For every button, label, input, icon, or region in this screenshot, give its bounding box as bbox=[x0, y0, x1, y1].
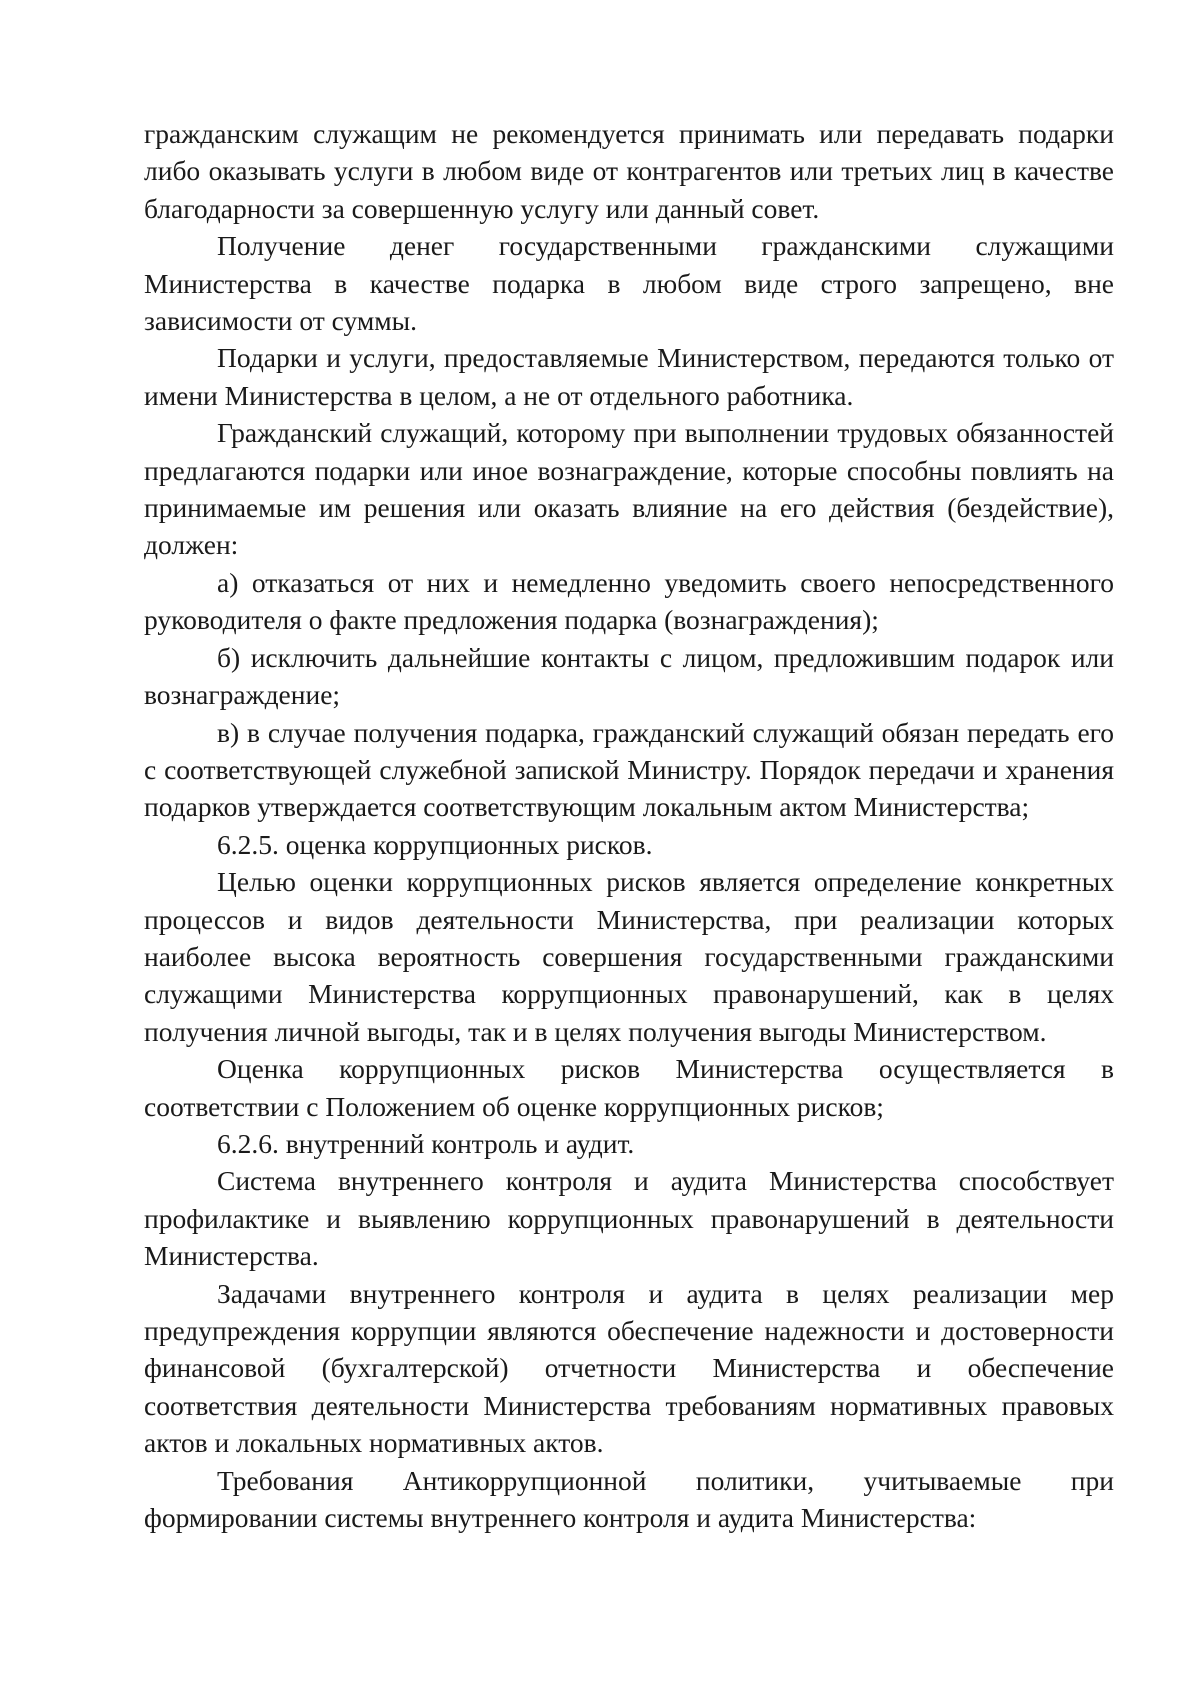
paragraph-money-prohibited: Получение денег государственными гражданскими служащими Министерства в качестве подарка в любом виде строго запрещено, вне зависимости от суммы. bbox=[144, 230, 1114, 337]
paragraph-item-v: в) в случае получения подарка, гражданский служащий обязан передать его с соответствующей служебной запиской Министру. Порядок передачи и хранения подарков утверждается соответствующим локальным актом Министерства; bbox=[144, 716, 1114, 823]
section-heading-6-2-6: 6.2.6. внутренний контроль и аудит. bbox=[217, 1127, 635, 1159]
paragraph-gifts-from-ministry: Подарки и услуги, предоставляемые Министерством, передаются только от имени Министерства в целом, а не от отдельного работника. bbox=[144, 342, 1114, 411]
paragraph-risk-assessment-goal: Целью оценки коррупционных рисков является определение конкретных процессов и видов деятельности Министерства, при реализации которых наиболее высока вероятность совершения государственными гражданскими служащими Министерства коррупционных правонарушений, как в целях получения личной выгоды, так и в целях получения выгоды Министерством. bbox=[144, 866, 1114, 1047]
section-heading-6-2-5: 6.2.5. оценка коррупционных рисков. bbox=[217, 828, 653, 860]
paragraph-item-b: б) исключить дальнейшие контакты с лицом, предложившим подарок или вознаграждение; bbox=[144, 641, 1114, 711]
paragraph-servant-obligations: Гражданский служащий, которому при выполнении трудовых обязанностей предлагаются подарки или иное вознаграждение, которые способны повлиять на принимаемые им решения или оказать влияние на его действия (бездействие), должен: bbox=[144, 417, 1114, 561]
paragraph-policy-requirements: Требования Антикоррупционной политики, учитываемые при формировании системы внутреннего контроля и аудита Министерства: bbox=[144, 1464, 1114, 1534]
paragraph-internal-control-tasks: Задачами внутреннего контроля и аудита в целях реализации мер предупреждения коррупции являются обеспечение надежности и достоверности финансовой (бухгалтерской) отчетности Министерства и обеспечение соответствия деятельности Министерства требованиям нормативных правовых актов и локальных нормативных актов. bbox=[144, 1277, 1114, 1459]
paragraph-gifts-recommendation: гражданским служащим не рекомендуется принимать или передавать подарки либо оказывать услуги в любом виде от контрагентов или третьих лиц в качестве благодарности за совершенную услугу или данный совет. bbox=[144, 118, 1114, 224]
paragraph-risk-assessment-regulation: Оценка коррупционных рисков Министерства осуществляется в соответствии с Положением об оценке коррупционных рисков; bbox=[144, 1053, 1114, 1122]
paragraph-item-a: а) отказаться от них и немедленно уведомить своего непосредственного руководителя о факте предложения подарка (вознаграждения); bbox=[144, 566, 1114, 636]
document-body bbox=[144, 115, 1114, 1536]
paragraph-internal-control-system: Система внутреннего контроля и аудита Министерства способствует профилактике и выявлению коррупционных правонарушений в деятельности Министерства. bbox=[144, 1165, 1114, 1272]
